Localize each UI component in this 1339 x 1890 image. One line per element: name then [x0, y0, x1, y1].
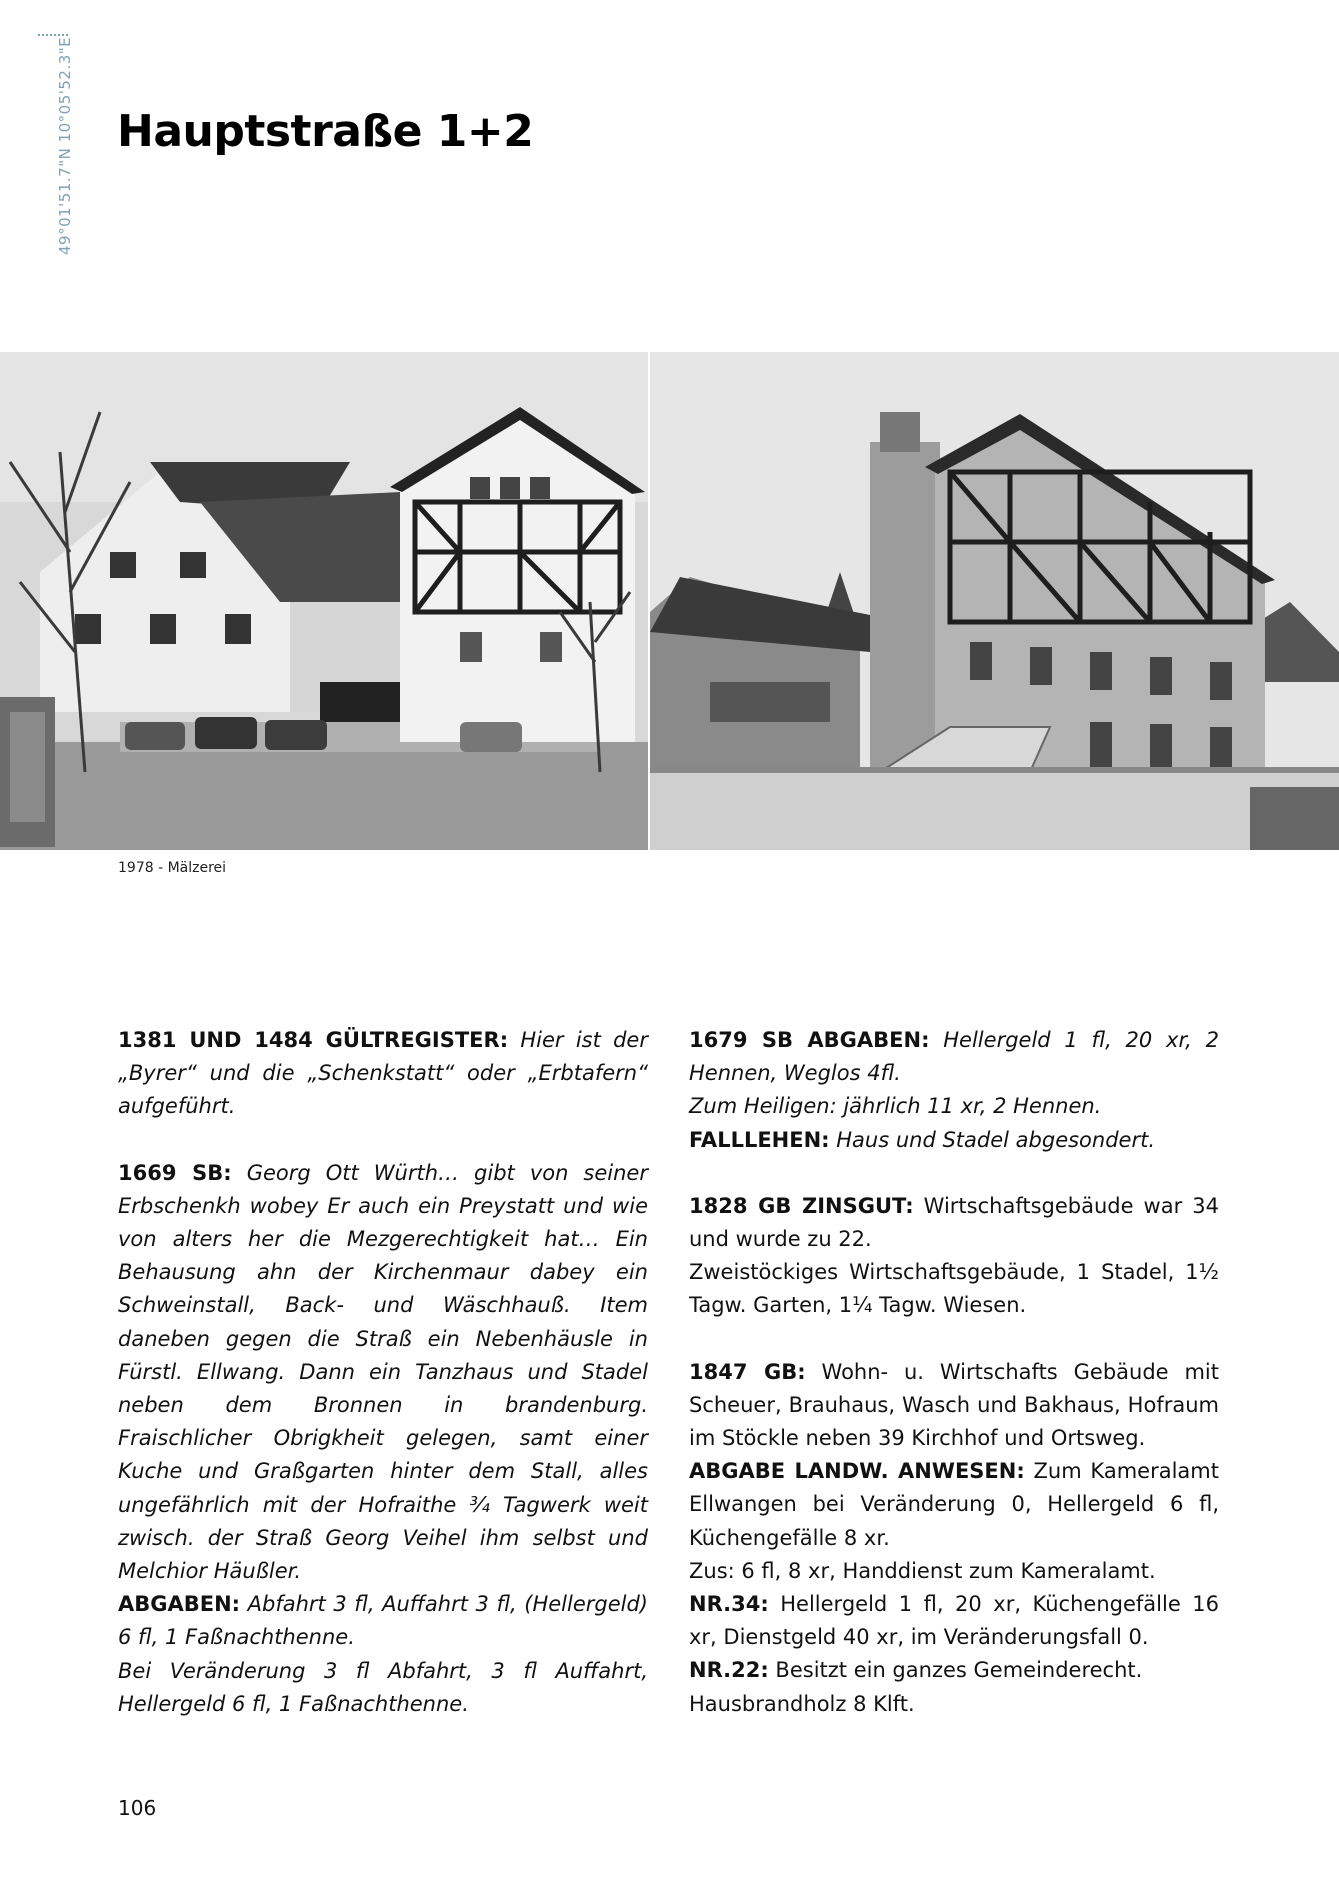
paragraph-text: Hausbrandholz 8 Klft.: [689, 1691, 915, 1716]
paragraph-text: Hellergeld 1 fl, 20 xr, Küchengefälle 16 xr, Dienstgeld 40 xr, im Veränderungsfall 0.: [689, 1592, 1219, 1650]
paragraph: [689, 1256, 1219, 1322]
paragraph-label: 1381 UND 1484 GÜLTREGISTER:: [118, 1028, 509, 1052]
paragraph-text: Besitzt ein ganzes Gemeinderecht.: [775, 1658, 1143, 1683]
paragraph-text: Zum Heiligen: jährlich 11 xr, 2 Hennen.: [689, 1094, 1102, 1119]
paragraph-text: Abfahrt 3 fl, Auffahrt 3 fl, (Hellergeld) 6 fl, 1 Faßnachthenne.: [118, 1592, 648, 1650]
paragraph-text: Hier ist der „Byrer“ und die „Schenkstatt“ oder „Erbtafern“ aufgeführt.: [118, 1028, 648, 1119]
paragraph-text: Haus und Stadel abgesondert.: [836, 1127, 1156, 1152]
paragraph-text: Wohn- u. Wirtschafts Gebäude mit Scheuer, Brauhaus, Wasch und Bakhaus, Hofraum im Stöckle neben 39 Kirchhof und Ortsweg.: [689, 1359, 1220, 1451]
paragraph: [689, 1455, 1219, 1555]
paragraph: [689, 1124, 1219, 1157]
photo-malzerei-building: [650, 352, 1339, 850]
paragraph-text: Zum Kameralamt Ellwangen bei Veränderung 0, Hellergeld 6 fl, Küchengefälle 8 xr.: [689, 1459, 1219, 1550]
paragraph: [689, 1654, 1219, 1687]
paragraph-text: Wirtschaftsgebäude war 34 und wurde zu 22.: [689, 1193, 1219, 1252]
page-number: 106: [118, 1796, 157, 1820]
photo-caption: 1978 - Mälzerei: [118, 860, 227, 876]
text-column-right: [689, 1024, 1219, 1721]
text-column-left: [118, 1024, 648, 1721]
paragraph: [118, 1157, 648, 1589]
margin-coordinates: 49°01'51.7"N 10°05'52.3"E: [56, 36, 74, 255]
paragraph-label: ABGABEN:: [118, 1592, 241, 1617]
paragraph: [118, 1024, 648, 1124]
paragraph-label: 1669 SB:: [118, 1160, 232, 1185]
photo-courtyard-houses: [0, 352, 648, 850]
paragraph-label: 1679 SB ABGABEN:: [689, 1028, 930, 1052]
paragraph: [689, 1356, 1219, 1456]
paragraph-label: FALLLEHEN:: [689, 1127, 830, 1152]
paragraph-text: Zus: 6 fl, 8 xr, Handdienst zum Kameralamt.: [689, 1558, 1156, 1583]
paragraph-text: Bei Veränderung 3 fl Abfahrt, 3 fl Auffahrt, Hellergeld 6 fl, 1 Faßnachthenne.: [118, 1658, 648, 1716]
paragraph: [118, 1588, 648, 1654]
page-title: Hauptstraße 1+2: [117, 106, 534, 157]
paragraph: [689, 1024, 1219, 1090]
paragraph: [689, 1190, 1219, 1256]
coordinate-dotted-rule: [38, 34, 68, 36]
paragraph: [689, 1090, 1219, 1123]
paragraph: [118, 1655, 648, 1721]
paragraph-text: Hellergeld 1 fl, 20 xr, 2 Hennen, Weglos 4fl.: [689, 1028, 1219, 1086]
paragraph-label: NR.34:: [689, 1592, 769, 1617]
paragraph: [689, 1588, 1219, 1654]
paragraph-label: ABGABE LANDW. ANWESEN:: [689, 1459, 1025, 1484]
paragraph: [689, 1688, 1219, 1721]
paragraph-text: Zweistöckiges Wirtschaftsgebäude, 1 Stadel, 1½ Tagw. Garten, 1¼ Tagw. Wiesen.: [689, 1260, 1219, 1318]
paragraph-label: NR.22:: [689, 1658, 769, 1683]
paragraph: [689, 1555, 1219, 1588]
paragraph-label: 1847 GB:: [689, 1359, 806, 1384]
paragraph-label: 1828 GB ZINSGUT:: [689, 1193, 914, 1218]
paragraph-text: Georg Ott Würth… gibt von seiner Erbschenkh wobey Er auch ein Preystatt und wie von alters her die Mezgerechtigkeit hat… Ein Behausung ahn der Kirchenmaur dabey ein Schweinstall, Back- und Wäschhauß. Item daneben gegen die Straß ein Nebenhäusle in Fürstl. Ellwang. Dann ein Tanzhaus und Stadel neben dem Bronnen in brandenburg. Fraischlicher Obrigkheit gelegen, samt einer Kuche und Graßgarten hinter dem Stall, alles ungefährlich mit der Hofraithe ¾ Tagwerk weit zwisch. der Straß Georg Veihel ihm selbst und Melchior Häußler.: [118, 1160, 648, 1584]
